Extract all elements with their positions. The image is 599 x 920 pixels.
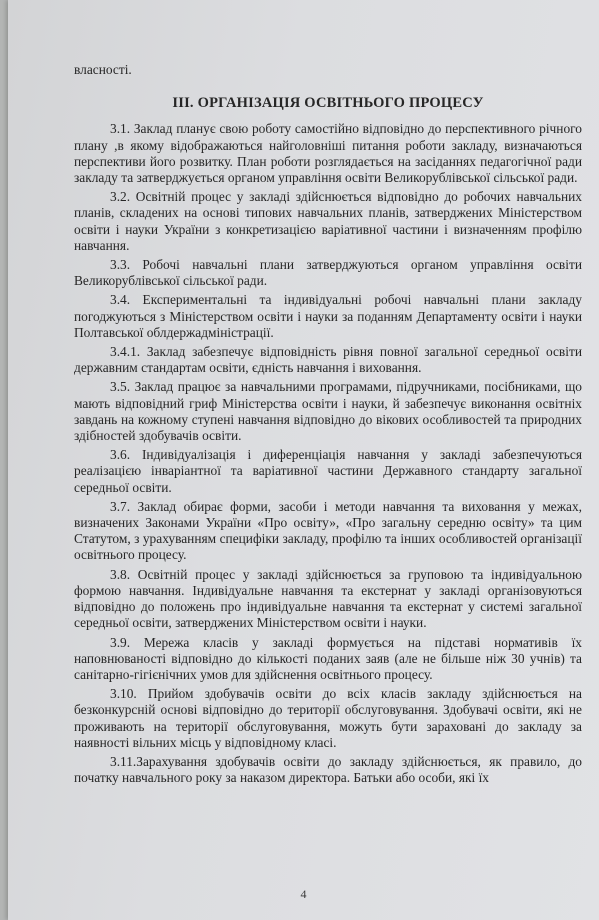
paragraph-3-9: 3.9. Мережа класів у закладі формується на підставі нормативів їх наповнюваності відповідно до кількості поданих заяв (але не більше ніж 30 учнів) та санітарно-гігієнічних умов для здійснення освітнього процесу. bbox=[74, 634, 582, 682]
paragraph-3-6: 3.6. Індивідуалізація і диференціація навчання у закладі забезпечуються реалізацією інваріантної та варіативної частини Державного стандарту загальної середньої освіти. bbox=[74, 447, 582, 495]
page-number: 4 bbox=[300, 887, 307, 901]
section-title: ІІІ. ОРГАНІЗАЦІЯ ОСВІТНЬОГО ПРОЦЕСУ bbox=[172, 95, 484, 112]
document-page bbox=[8, 0, 599, 920]
paragraph-3-8: 3.8. Освітній процес у закладі здійснюється за груповою та індивідуальною формою навчання. Індивідуальне навчання та екстернат у закладі організовуються відповідно до положень про індивідуальне навчання та екстернат у системі загальної середньої освіти, затверджених Міністерством освіти і науки. bbox=[74, 566, 582, 631]
page-content bbox=[74, 62, 582, 789]
paragraph-3-3: 3.3. Робочі навчальні плани затверджуються органом управління освіти Великорублівської сільської ради. bbox=[74, 257, 582, 289]
paragraph-3-2: 3.2. Освітній процес у закладі здійснюється відповідно до робочих навчальних планів, складених на основі типових навчальних планів, затверджених Міністерством освіти і науки України з конкретизацією варіативної частини і визначенням профілю навчання. bbox=[74, 189, 582, 253]
paragraph-3-4: 3.4. Експериментальні та індивідуальні робочі навчальні плани закладу погоджуються з Міністерством освіти і науки за поданням Департаменту освіти і науки Полтавської облдержадміністрації. bbox=[74, 292, 582, 340]
paragraph-3-10: 3.10. Прийом здобувачів освіти до всіх класів закладу здійснюється на безконкурсній основі відповідно до території обслуговування. Здобувачі освіти, які не проживають на території обслуговування, можуть бути зараховані до закладу за наявності вільних місць у відповідному класі. bbox=[74, 686, 582, 750]
paragraph-3-4-1: 3.4.1. Заклад забезпечує відповідність рівня повної загальної середньої освіти державним стандартам освіти, єдність навчання і виховання. bbox=[74, 344, 582, 376]
paragraph-3-1: 3.1. Заклад планує свою роботу самостійно відповідно до перспективного річного плану ,в якому відображаються найголовніші питання роботи закладу, визначаються перспективи його розвитку. План роботи розглядається на засіданнях педагогічної ради закладу та затверджується органом управління освіти Великорублівської сільської ради. bbox=[74, 121, 582, 186]
paragraph-3-5: 3.5. Заклад працює за навчальними програмами, підручниками, посібниками, що мають відповідний гриф Міністерства освіти і науки, й забезпечує виконання освітніх завдань на кожному ступені навчання відповідно до вікових особливостей та природних здібностей здобувачів освіти. bbox=[74, 379, 582, 444]
paragraph-3-7: 3.7. Заклад обирає форми, засоби і методи навчання та виховання у межах, визначених Законами України «Про освіту», «Про загальну середню освіту» та цим Статутом, з урахуванням специфіки закладу, профілю та інших особливостей організації освітнього процесу. bbox=[74, 498, 582, 563]
paragraph-3-11: 3.11.Зарахування здобувачів освіти до закладу здійснюється, як правило, до початку навчального року за наказом директора. Батьки або особи, які їх bbox=[74, 753, 582, 786]
continuation-text: власності. bbox=[74, 62, 132, 77]
